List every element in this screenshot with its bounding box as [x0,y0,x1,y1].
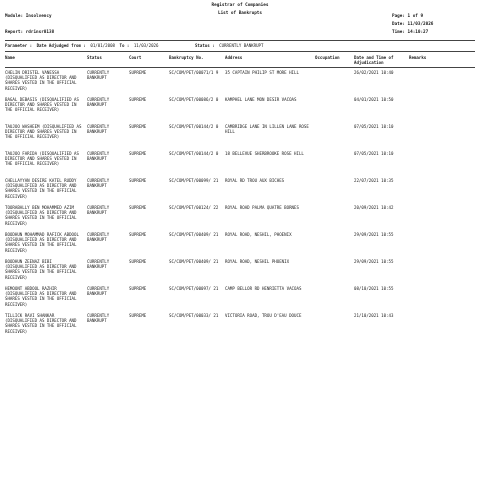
parameter-bar [5,42,475,49]
bankruptcy-number: SC/COM/PET/00086/2 0 [169,97,219,102]
report-subtitle: List of Bankrupts [218,11,262,16]
date-from-value: 01/01/2008 [90,43,116,48]
bankrupt-status: CURRENTLY BANKRUPT [87,232,110,243]
bankrupt-status: CURRENTLY BANKRUPT [87,205,110,216]
report-title: Registrar of Companies [211,3,269,8]
adjudication-date: 26/02/2021 10:40 [354,70,394,75]
bankrupt-status: CURRENTLY BANKRUPT [87,124,110,135]
bankruptcy-number: SC/COM/PET/00097/ 21 [169,286,219,291]
adjudication-date: 08/10/2021 10:55 [354,286,394,291]
report-code: Report: rdrinsr0138 [5,30,55,35]
date-adjudged-label: Date Adjudged from : [36,43,86,48]
bankrupt-address: 18 BELLEVUE SHERBROOKE ROSE HILL [225,151,304,156]
bankrupt-court: SUPREME [129,124,147,129]
bankrupt-court: SUPREME [129,151,147,156]
bankrupt-name: BOODHUN MOHAMMAD RAFICK ABDOOL (DISQUALIFIED AS DIRECTOR AND SHARES VESTED IN THE OFFICIAL RECEIVER) [5,232,79,253]
bankrupt-address: KAMPHEL LANE MON DESIR VACOAS [225,97,297,102]
module-label: Module: Insolvency [5,14,52,19]
bankruptcy-number: SC/COM/PET/00071/1 9 [169,70,219,75]
col-occupation: Occupation [315,55,340,60]
bankrupt-status: CURRENTLY BANKRUPT [87,286,110,297]
col-court: Court [129,55,142,60]
adjudication-date: 29/09/2021 10:55 [354,259,394,264]
adjudication-date: 21/10/2021 10:43 [354,313,394,318]
table-row [5,286,475,313]
bankrupt-address: ROYAL ROAD, NESHIL, PHOENIX [225,232,292,237]
adjudication-date: 04/01/2021 10:50 [354,97,394,102]
bankrupt-court: SUPREME [129,97,147,102]
bankrupt-court: SUPREME [129,70,147,75]
bankrupt-court: SUPREME [129,259,147,264]
bankrupt-status: CURRENTLY BANKRUPT [87,70,110,81]
bankruptcy-number: SC/COM/PET/00099/ 21 [169,178,219,183]
bankruptcy-number: SC/COM/PET/00033/ 21 [169,313,219,318]
page-number: Page: 1 of 9 [392,14,424,19]
bankrupt-address: ROYAL RD TROU AUX BICHES [225,178,285,183]
bankrupt-name: TAUJOO WASHEEM (DISQUALIFIED AS DIRECTOR AND SHARES VESTED IN THE OFFICIAL RECEIVER) [5,124,82,140]
table-row [5,205,475,232]
col-date-adjudication: Date and Time of Adjudication [354,55,394,65]
bankrupt-name: TAUJOO FARIDA (DISQUALIFIED AS DIRECTOR AND SHARES VESTED IN THE OFFICIAL RECEIVER) [5,151,79,167]
bankrupt-address: VICTORIA ROAD, TROU D'EAU DOUCE [225,313,302,318]
table-row [5,124,475,151]
divider-header [5,67,475,68]
adjudication-date: 07/05/2021 10:10 [354,124,394,129]
col-status: Status [87,55,102,60]
bankrupt-court: SUPREME [129,205,147,210]
report-time: Time: 14:10:27 [392,30,429,35]
status-value: CURRENTLY BANKRUPT [219,43,264,48]
bankruptcy-number: SC/COM/PET/00124/ 22 [169,205,219,210]
bankrupt-court: SUPREME [129,286,147,291]
bankrupt-name: CHELLAYYAN DESIRE KATEL RUDDY (DISQUALIFIED AS DIRECTOR AND SHARES VESTED IN THE OFFICIAL RECEIVER) [5,178,77,199]
bankrupt-status: CURRENTLY BANKRUPT [87,97,110,108]
divider-top [5,40,475,41]
bankrupt-court: SUPREME [129,313,147,318]
bankrupt-address: ROYAL ROAD PALMA QUATRE BORNES [225,205,299,210]
bankrupt-name: TOORABALLY BEN MOHAMMED AZIM (DISQUALIFIED AS DIRECTOR AND SHARES VESTED IN THE OFFICIAL RECEIVER) [5,205,77,226]
date-to-label: To : [119,43,130,48]
bankrupt-address: ROYAL ROAD, NESHIL PHOENIX [225,259,290,264]
report-date: Date: 11/03/2026 [392,22,434,27]
bankrupt-address: 35 CAPTAIN PHILIP ST MORE HILL [225,70,299,75]
table-row [5,178,475,205]
bankrupt-address: CAMP BELLOR RD HENRIETTA VACOAS [225,286,302,291]
adjudication-date: 20/09/2021 10:42 [354,205,394,210]
col-bankruptcy-no: Bankruptcy No. [169,55,204,60]
bankrupt-status: CURRENTLY BANKRUPT [87,313,110,324]
bankrupt-address: CAMBRIDGE LANE IN LILLEN LANE ROSE HILL [225,124,309,135]
bankruptcy-number: SC/COM/PET/00144/2 0 [169,151,219,156]
bankrupt-name: TILLICK RAVI SHANKAR (DISQUALIFIED AS DIRECTOR AND SHARES VESTED IN THE OFFICIAL RECEIVER) [5,313,77,334]
table-row [5,70,475,97]
bankrupt-court: SUPREME [129,232,147,237]
bankrupt-status: CURRENTLY BANKRUPT [87,178,110,189]
bankruptcy-number: SC/COM/PET/00409/ 21 [169,259,219,264]
bankrupt-name: HEMOONT ABDOOL RAZHIR (DISQUALIFIED AS DIRECTOR AND SHARES VESTED IN THE OFFICIAL RECEIVER) [5,286,77,307]
bankruptcy-number: SC/COM/PET/00409/ 21 [169,232,219,237]
col-name: Name [5,55,15,60]
bankrupt-name: BAGAL DEBASIS (DISQUALIFIED AS DIRECTOR AND SHARES VESTED IN THE OFFICIAL RECEIVER) [5,97,79,113]
bankrupt-list [5,70,475,340]
bankrupt-name: BOODHUN ZEENAZ BIBI (DISQUALIFIED AS DIRECTOR AND SHARES VESTED IN THE OFFICIAL RECEIVER) [5,259,77,280]
bankrupt-court: SUPREME [129,178,147,183]
bankruptcy-number: SC/COM/PET/00144/2 0 [169,124,219,129]
table-row [5,259,475,286]
date-to-value: 11/03/2026 [133,43,159,48]
table-row [5,151,475,178]
bankrupt-status: CURRENTLY BANKRUPT [87,151,110,162]
adjudication-date: 22/07/2021 10:35 [354,178,394,183]
table-row [5,97,475,124]
status-label: Status : [194,43,215,48]
parameter-label: Parameter : [5,43,33,48]
bankrupt-status: CURRENTLY BANKRUPT [87,259,110,270]
table-row [5,232,475,259]
bankrupt-name: CHELIN DRISTEL VANESSA (DISQUALIFIED AS DIRECTOR AND SHARES VESTED IN THE OFFICIAL RECEIVER) [5,70,77,91]
col-address: Address [225,55,243,60]
col-remarks: Remarks [409,55,427,60]
divider-params [5,51,475,52]
adjudication-date: 29/09/2021 10:55 [354,232,394,237]
table-row [5,313,475,340]
adjudication-date: 07/05/2021 10:10 [354,151,394,156]
